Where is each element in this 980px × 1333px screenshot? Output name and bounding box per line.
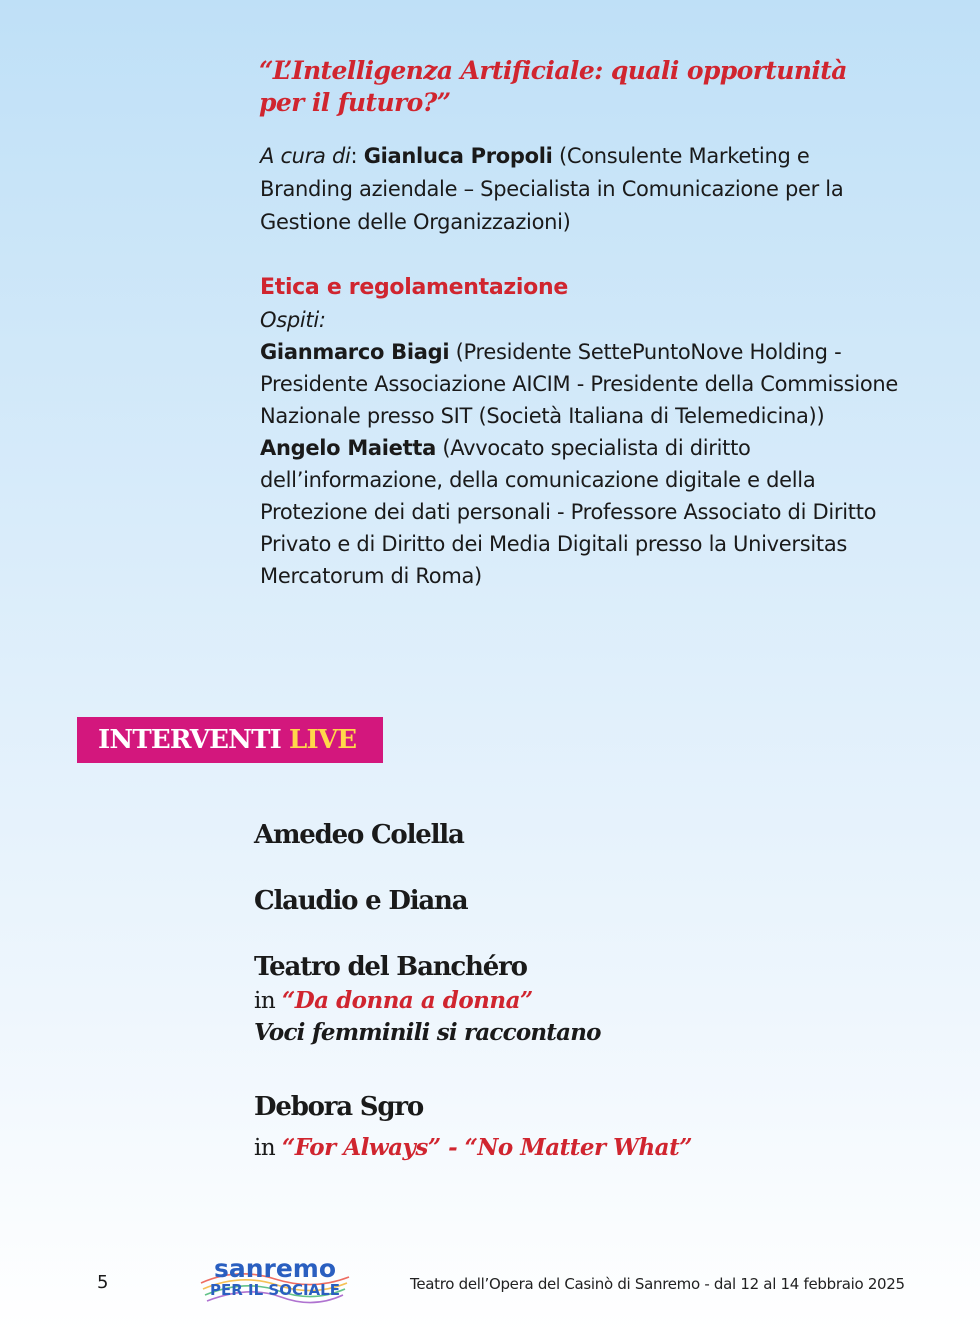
logo-line2: PER IL SOCIALE [210,1281,340,1299]
guest-name: Angelo Maietta [260,436,436,460]
curator-colon: : [350,144,364,168]
performer-work: “For Always” - “No Matter What” [281,1134,692,1161]
guests-label: Ospiti [260,308,319,332]
sanremo-per-il-sociale-logo [197,1255,353,1305]
ethics-section [260,272,900,592]
performer-name: Claudio e Diana [254,886,468,916]
curator-role: (Consulente Marketing e Branding aziendale – Specialista in Comunicazione per la Gestione delle Organizzazioni) [260,144,844,234]
in-word: in [254,988,276,1014]
performer-work-line [254,987,533,1014]
talk-title: “L’Intelligenza Artificiale: quali opportunità per il futuro?” [259,56,847,117]
performer-name: Debora Sgro [254,1092,424,1122]
ethics-title: Etica e regolamentazione [260,275,568,300]
guest-item [260,432,900,592]
footer-event-info: Teatro dell’Opera del Casinò di Sanremo - dal 12 al 14 febbraio 2025 [410,1275,905,1293]
guest-name: Gianmarco Biagi [260,340,450,364]
performer-name: Teatro del Banchéro [254,952,527,982]
logo-line1: sanremo [213,1255,337,1283]
guests-label-line: Ospiti: [260,308,326,332]
live-badge [77,717,383,763]
live-badge-accent: LIVE [289,725,357,755]
in-word: in [254,1135,276,1161]
performer-work-line [254,1134,692,1161]
guest-role: (Presidente SettePuntoNove Holding - Presidente Associazione AICIM - Presidente della Commissione Nazionale presso SIT (Società Italiana di Telemedicina)) [260,340,899,428]
page-number: 5 [97,1272,109,1293]
curator-name: Gianluca Propoli [363,144,553,168]
guest-item [260,336,900,432]
curator-block [260,140,900,239]
performer-subtitle: Voci femminili si raccontano [254,1019,601,1046]
curator-label: A cura di [260,144,351,168]
performer-name: Amedeo Colella [254,820,464,850]
performer-work: “Da donna a donna” [281,987,533,1014]
guest-role: (Avvocato specialista di diritto dell’informazione, della comunicazione digitale e della Protezione dei dati personali - Professore Associato di Diritto Privato e di Diritto dei Media Digitali presso la Universitas Mercatorum di Roma) [260,436,877,588]
live-badge-main: INTERVENTI [98,725,282,755]
